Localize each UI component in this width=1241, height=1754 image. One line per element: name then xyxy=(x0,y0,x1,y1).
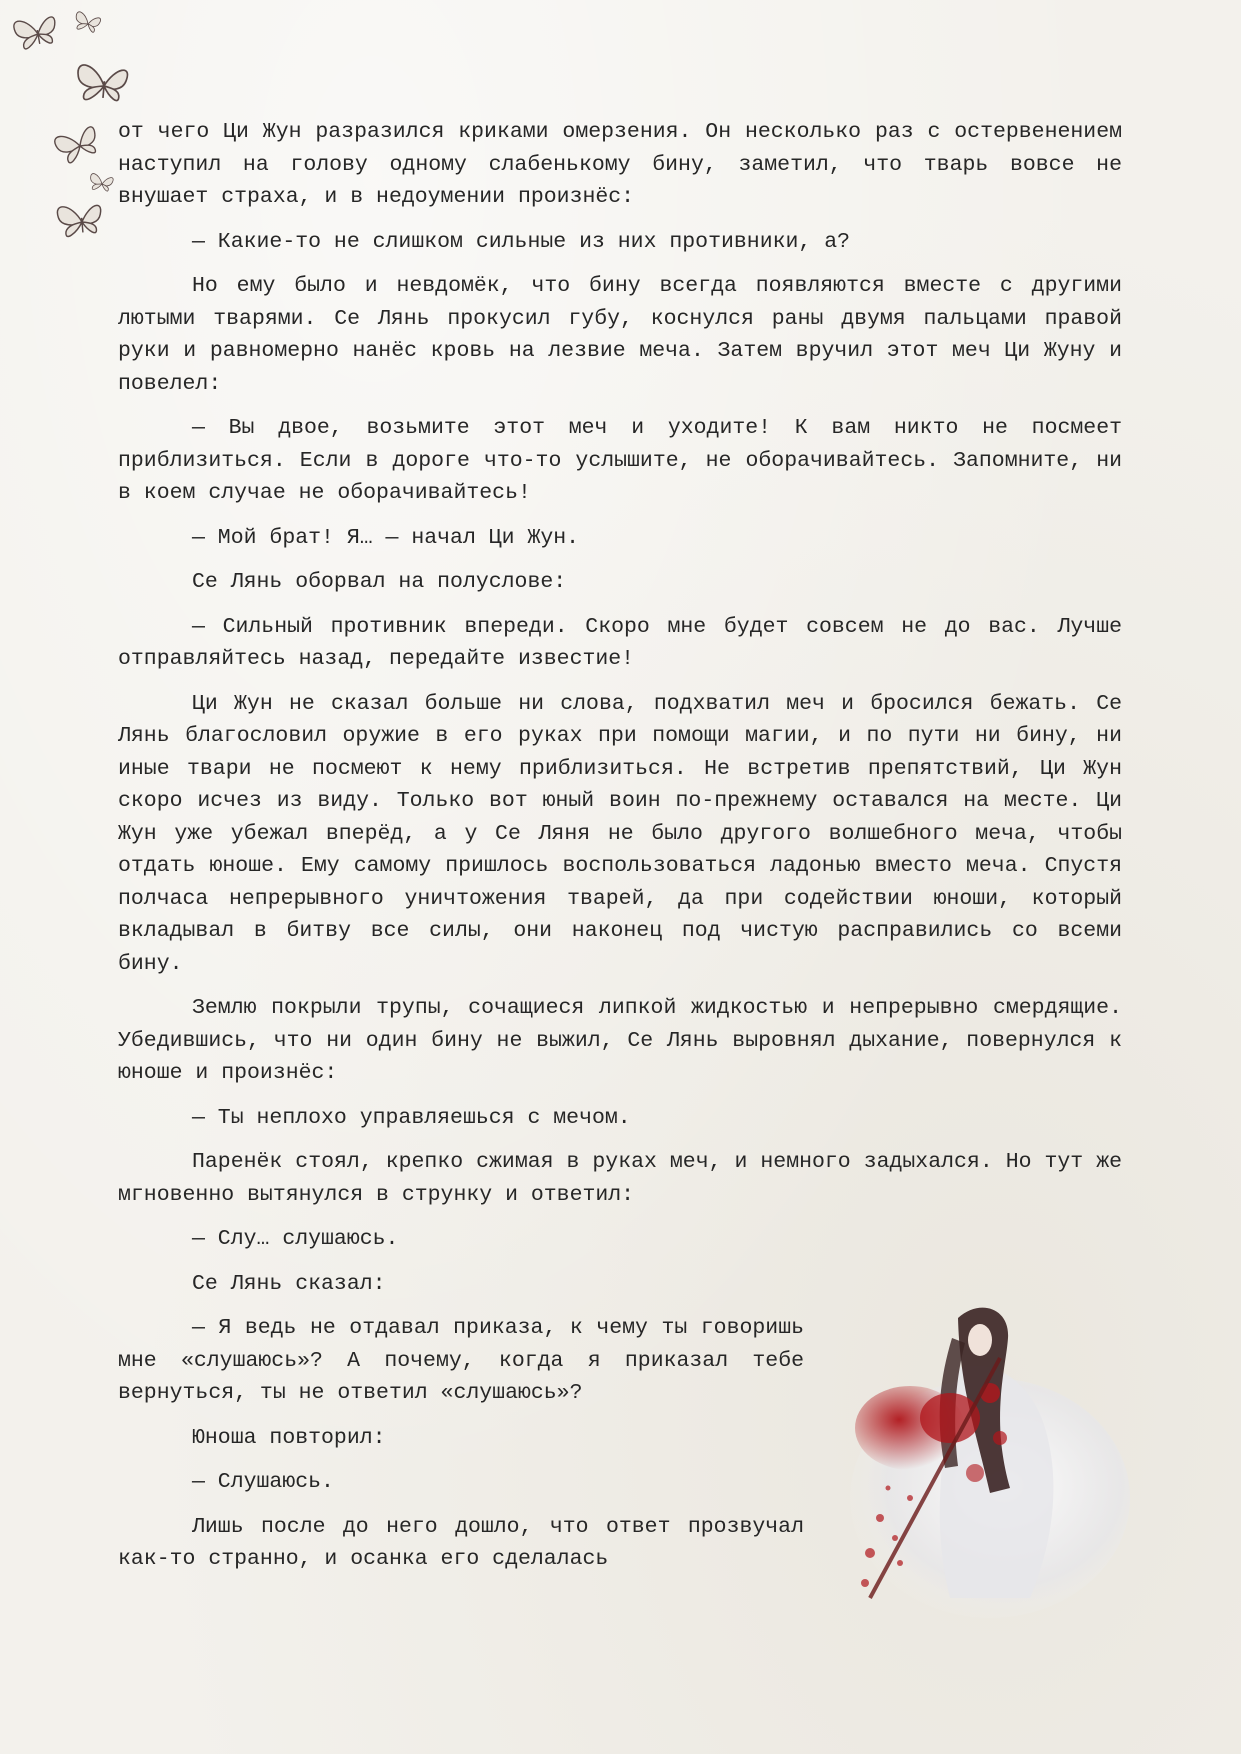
paragraph: — Сильный противник впереди. Скоро мне будет совсем не до вас. Лучше отправляйтесь назад, передайте известие! xyxy=(118,614,1122,671)
paragraph: Ци Жун не сказал больше ни слова, подхватил меч и бросился бежать. Се Лянь благословил оружие в его руках при помощи магии, и по пути ни бину, ни иные твари не посмеют к нему приблизиться. Не встретив препятствий, Ци Жун скоро исчез из виду. Только вот юный воин по-прежнему оставался на месте. Ци Жун уже убежал вперёд, а у Се Ляня не было другого волшебного меча, чтобы отдать юноше. Ему самому пришлось воспользоваться ладонью вместо меча. Спустя полчаса непрерывного уничтожения тварей, да при содействии юноши, который вкладывал в битву все силы, они наконец под чистую расправились со всеми бину. xyxy=(118,691,1122,976)
paragraph: от чего Ци Жун разразился криками омерзения. Он несколько раз с остервенением наступил на голову одному слабенькому бину, заметил, что тварь вовсе не внушает страха, и в недоумении произнёс: xyxy=(118,120,1122,209)
butterfly-icon xyxy=(76,64,128,103)
butterfly-icon xyxy=(73,11,101,34)
paragraph: Се Лянь оборвал на полуслове: xyxy=(192,570,567,594)
paragraph: — Какие-то не слишком сильные из них противники, а? xyxy=(192,229,851,254)
paragraph: Юноша повторил: xyxy=(192,1425,386,1450)
butterfly-icon xyxy=(57,204,103,238)
butterfly-icon xyxy=(89,173,114,192)
paragraph: Но ему было и невдомёк, что бину всегда появляются вместе с другими лютыми тварями. Се Лянь прокусил губу, коснулся раны двумя пальцами правой руки и равномерно нанёс кровь на лезвие меча. Затем вручил этот меч Ци Жуну и повелел: xyxy=(118,274,1122,396)
paragraph: Се Лянь сказал: xyxy=(192,1271,386,1296)
paragraph: — Вы двое, возьмите этот меч и уходите! К вам никто не посмеет приблизиться. Если в дороге что-то услышите, не оборачивайтесь. Запомните, ни в коем случае не оборачивайтесь! xyxy=(118,416,1122,505)
butterfly-icon xyxy=(13,15,59,50)
paragraph: Землю покрыли трупы, сочащиеся липкой жидкостью и непрерывно смердящие. Убедившись, что ни один бину не выжил, Се Лянь выровнял дыхание, повернулся к юноше и произнёс: xyxy=(118,996,1122,1085)
character-illustration xyxy=(840,1298,1140,1618)
paragraph: — Слу… слушаюсь. xyxy=(192,1227,399,1251)
paragraph: Лишь после до него дошло, что ответ прозвучал как-то странно, и осанка его сделалась xyxy=(118,1514,804,1571)
butterfly-icon xyxy=(53,125,102,166)
paragraph: — Ты неплохо управляешься с мечом. xyxy=(192,1105,631,1130)
paragraph: — Слушаюсь. xyxy=(192,1470,334,1494)
paragraph: — Я ведь не отдавал приказа, к чему ты говоришь мне «слушаюсь»? А почему, когда я приказал тебе вернуться, ты не ответил «слушаюсь»? xyxy=(118,1316,804,1405)
paragraph: — Мой брат! Я… — начал Ци Жун. xyxy=(192,525,580,550)
face xyxy=(968,1324,992,1356)
paragraph: Паренёк стоял, крепко сжимая в руках меч, и немного задыхался. Но тут же мгновенно вытянулся в струнку и ответил: xyxy=(118,1150,1122,1207)
